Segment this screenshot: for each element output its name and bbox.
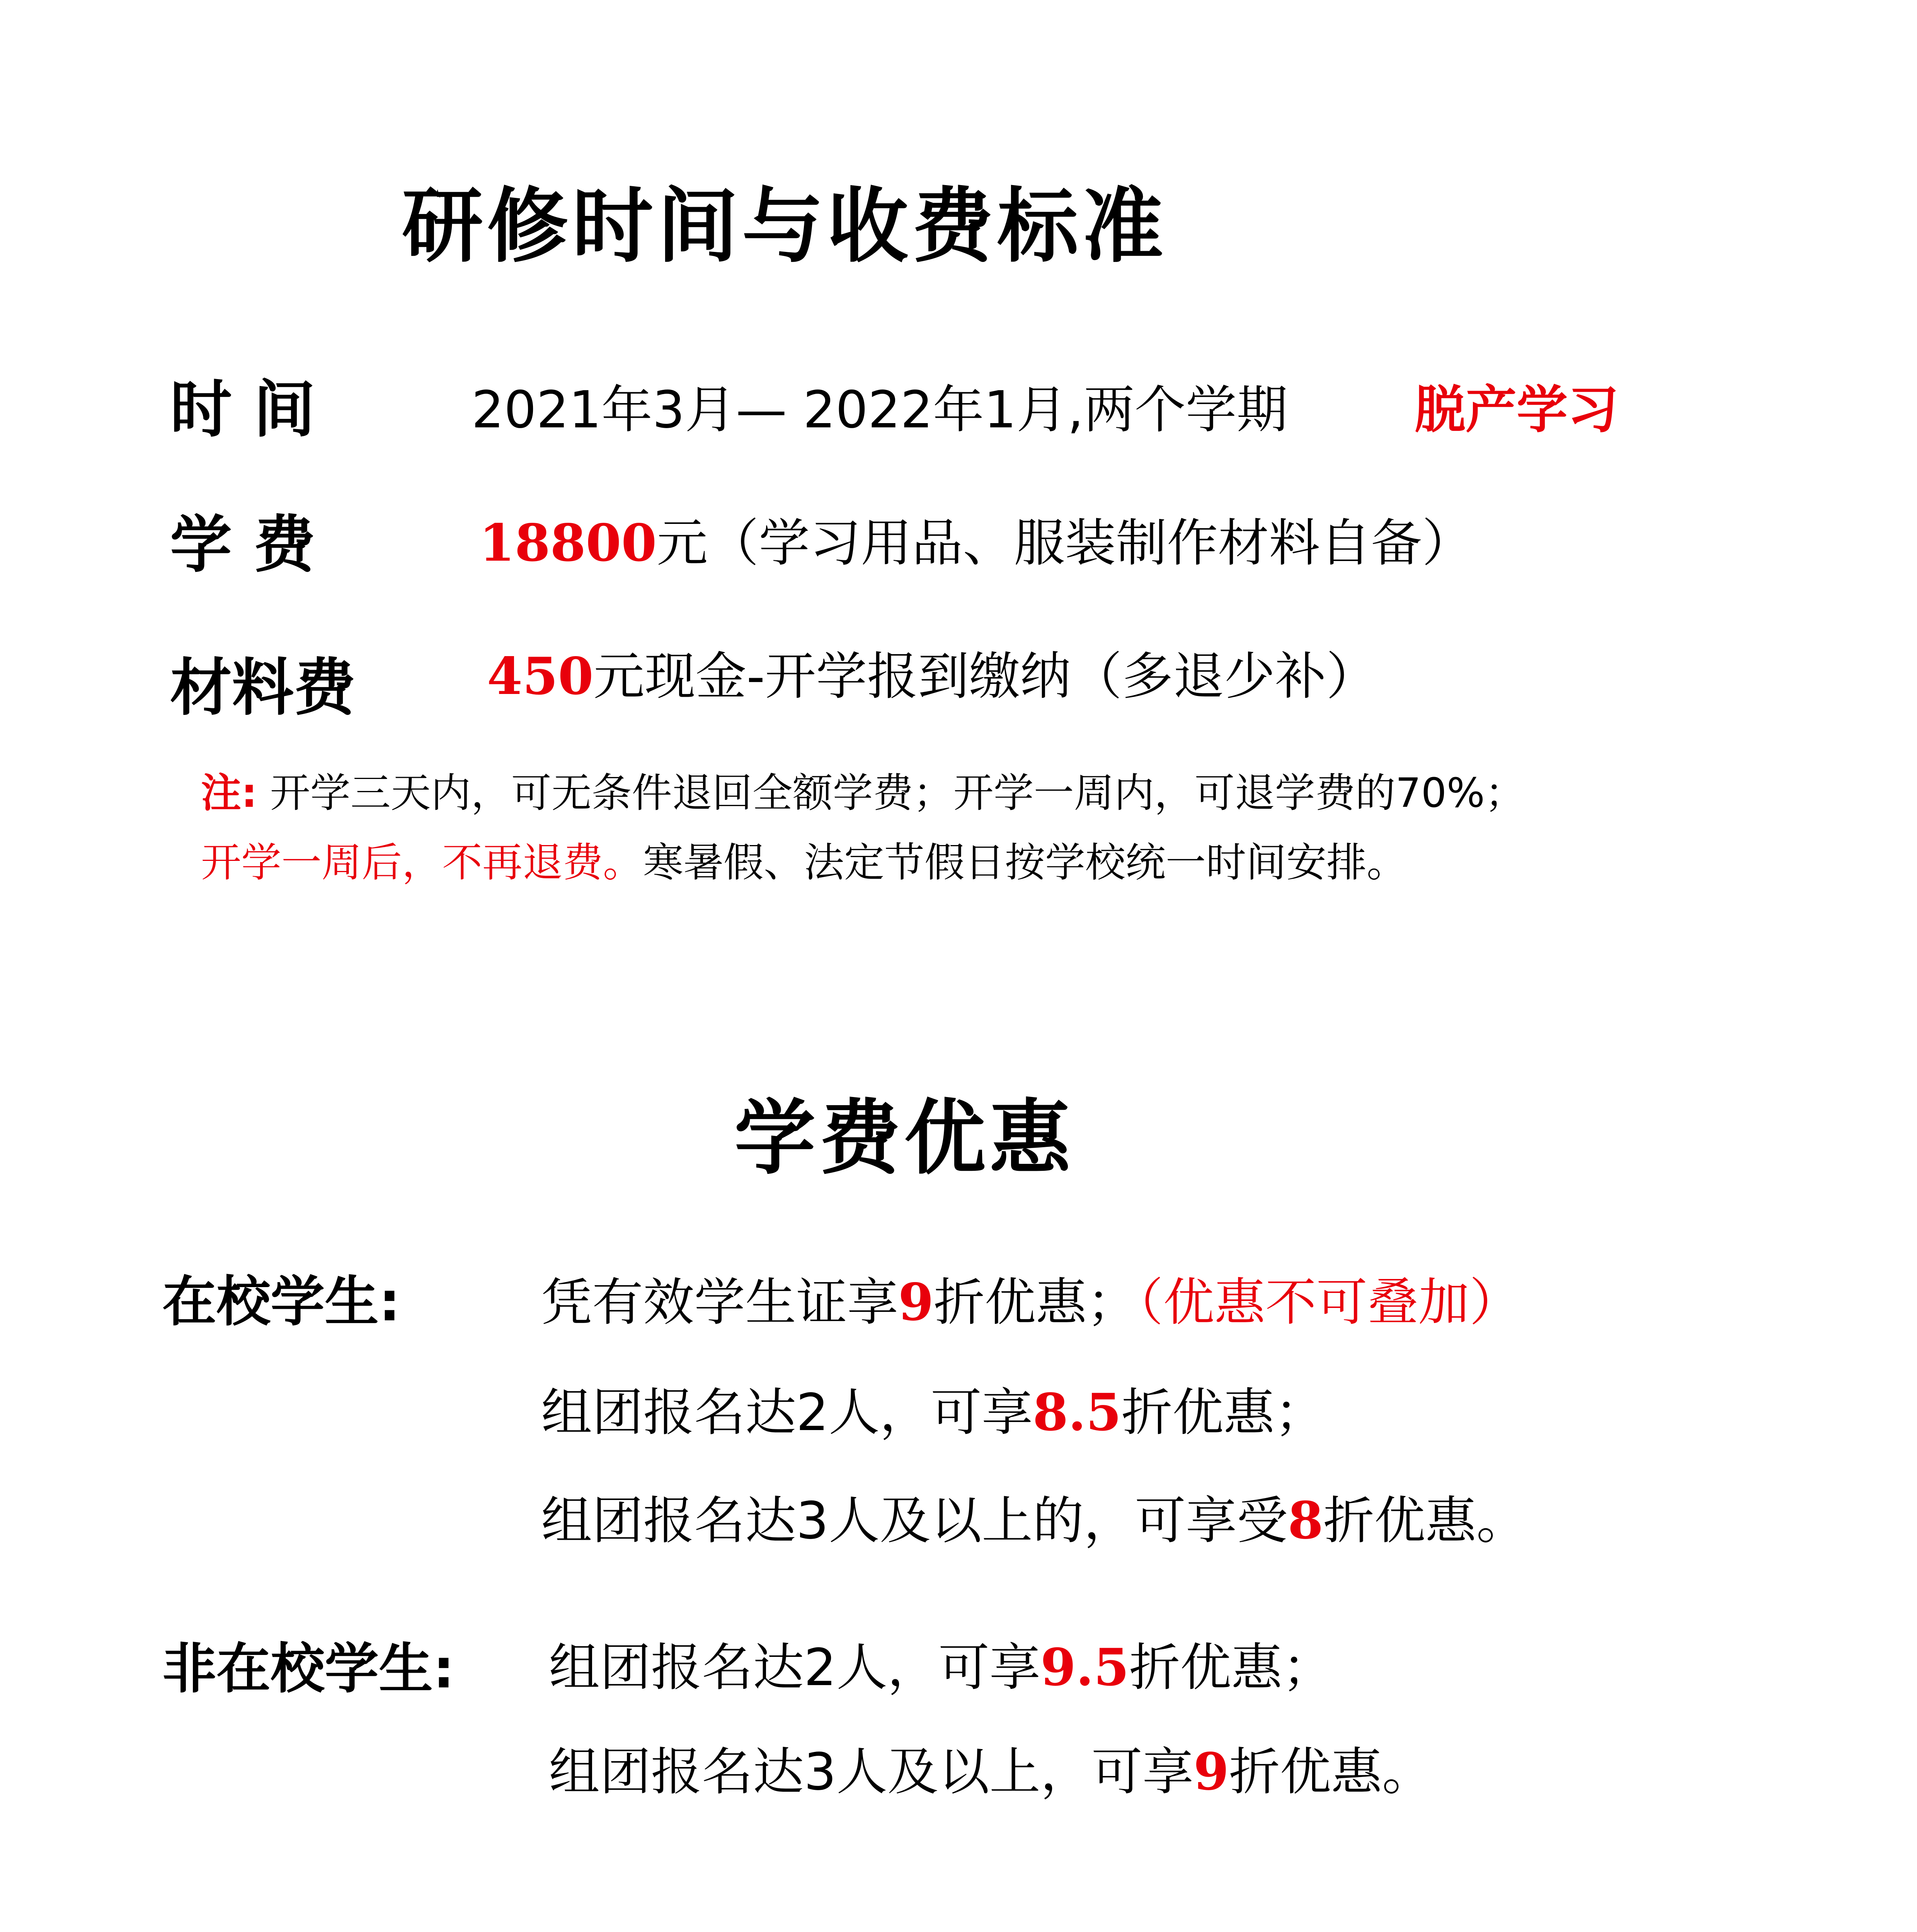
tuition-amount: 18800 [479,513,657,573]
non-school-label: 非在校学生: [162,1638,455,1701]
material-line [487,646,1377,706]
non-school-line-1: 组团报名达2人，可享9.5折优惠； [549,1638,1333,1697]
material-label: 材料费 [170,651,356,724]
in-school-line-1: 凭有效学生证享9折优惠；（优惠不可叠加） [541,1272,1520,1332]
note-prefix: 注: [201,769,257,816]
discount-value: 8.5 [1032,1383,1122,1442]
note-line-1 [201,769,1525,816]
discount-value: 8 [1287,1491,1323,1551]
in-school-label: 在校学生: [162,1270,400,1333]
page-title: 研修时间与收费标准 [402,178,1168,274]
in-school-line-3: 组团报名达3人及以上的，可享受8折优惠。 [541,1491,1527,1551]
discount-title: 学费优惠 [734,1090,1075,1185]
time-value: 2021年3月— 2022年1月,两个学期 [472,380,1288,440]
time-label: 时 间 [170,373,315,446]
material-amount: 450 [487,646,594,706]
discount-value: 9.5 [1040,1638,1129,1697]
time-highlight: 脱产学习 [1415,380,1619,440]
tuition-text: 元（学习用品、服装制作材料自备） [657,514,1473,573]
note-red-text: 开学一周后，不再退费。 [201,839,644,886]
discount-value: 9 [1193,1742,1229,1802]
discount-value: 9 [898,1272,934,1332]
tuition-line [479,513,1473,573]
material-text: 元现金-开学报到缴纳（多退少补） [593,647,1377,706]
note-text-2: 寒暑假、法定节假日按学校统一时间安排。 [643,839,1407,886]
note-line-2 [201,839,1407,886]
non-school-line-2: 组团报名达3人及以上，可享9折优惠。 [549,1742,1433,1802]
in-school-line-2: 组团报名达2人，可享8.5折优惠； [541,1383,1326,1442]
no-stacking-note: （优惠不可叠加） [1137,1273,1520,1332]
tuition-label: 学 费 [170,509,315,581]
note-text-1: 开学三天内，可无条件退回全额学费；开学一周内，可退学费的70%； [270,769,1525,816]
